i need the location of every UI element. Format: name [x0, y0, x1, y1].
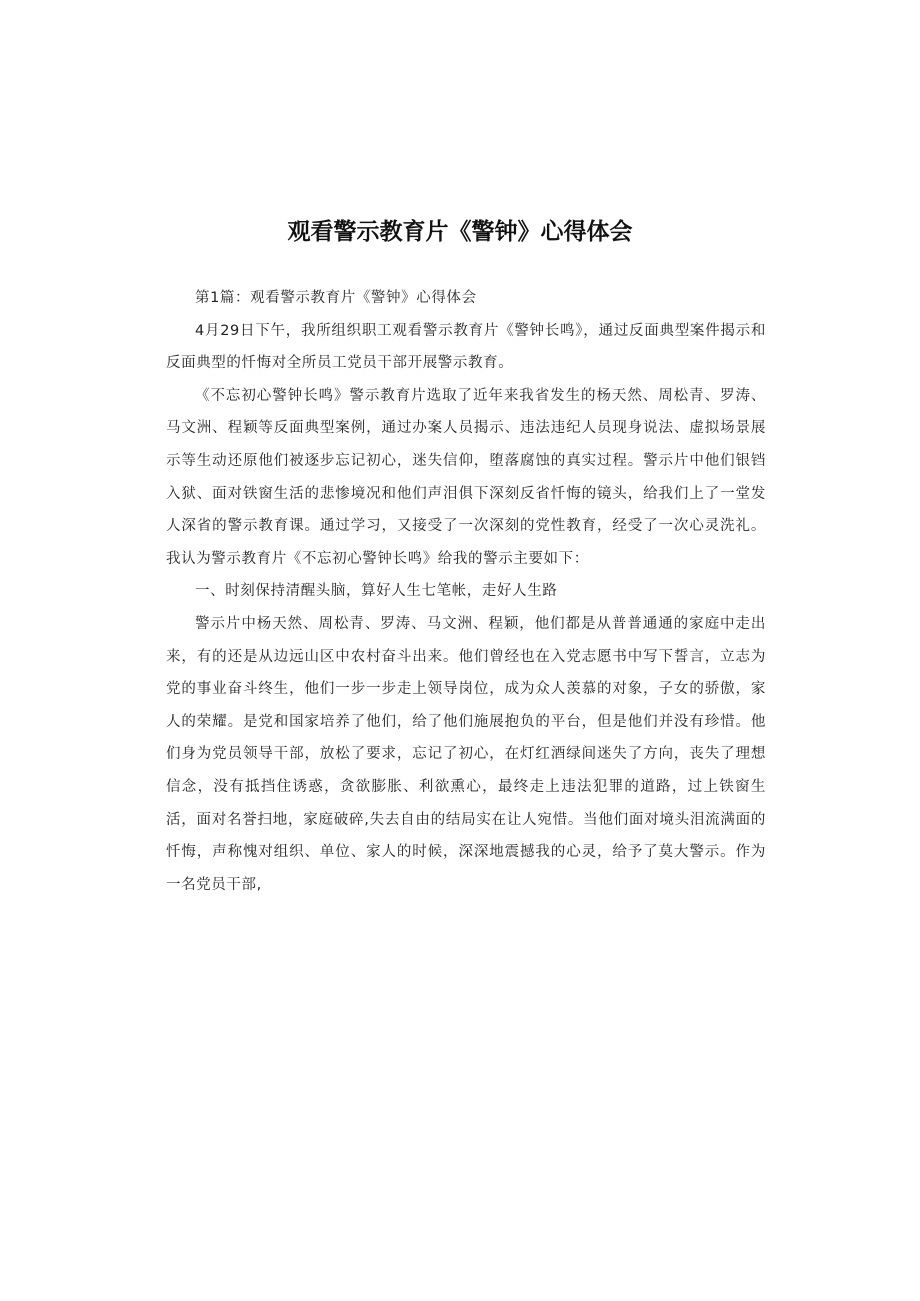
document-title: 观看警示教育片《警钟》心得体会 — [287, 219, 633, 245]
paragraph-section-1: 警示片中杨天然、周松青、罗涛、马文洲、程颖，他们都是从普普通通的家庭中走出来，有的还是从边远山区中农村奋斗出来。他们曾经也在入党志愿书中写下誓言，立志为党的事业奋斗终生，他们一步一步走上领导岗位，成为众人羡慕的对象，子女的骄傲，家人的荣耀。是党和国家培养了他们，给了他们施展抱负的平台，但是他们并没有珍惜。他们身为党员领导干部，放松了要求，忘记了初心，在灯红酒绿间迷失了方向，丧失了理想信念，没有抵挡住诱惑，贪欲膨胀、利欲熏心，最终走上违法犯罪的道路，过上铁窗生活，面对名誉扫地，家庭破碎,失去自由的结局实在让人宛惜。当他们面对境头泪流满面的忏悔，声称愧对组织、单位、家人的时候，深深地震撼我的心灵，给予了莫大警示。作为一名党员干部, — [166, 615, 766, 893]
paragraph-film-summary: 《不忘初心警钟长鸣》警示教育片选取了近年来我省发生的杨天然、周松青、罗涛、马文洲、程颖等反面典型案例，通过办案人员揭示、违法违纪人员现身说法、虚拟场景展示等生动还原他们被逐步忘记初心，迷失信仰，堕落腐蚀的真实过程。警示片中他们银铛入狱、面对铁窗生活的悲惨境况和他们声泪俱下深刻反省忏悔的镜头，给我们上了一堂发人深省的警示教育课。通过学习，又接受了一次深刻的党性教育，经受了一次心灵洗礼。我认为警示教育片《不忘初心警钟长鸣》给我的警示主要如下： — [166, 387, 766, 567]
article-heading: 第1篇：观看警示教育片《警钟》心得体会 — [195, 290, 477, 306]
document-body — [166, 282, 766, 901]
paragraph-intro: 4月29日下午，我所组织职工观看警示教育片《警钟长鸣》，通过反面典型案件揭示和反面典型的忏悔对全所员工党员干部开展警示教育。 — [166, 322, 766, 372]
section-heading-1: 一、时刻保持清醒头脑，算好人生七笔帐，走好人生路 — [195, 583, 558, 600]
